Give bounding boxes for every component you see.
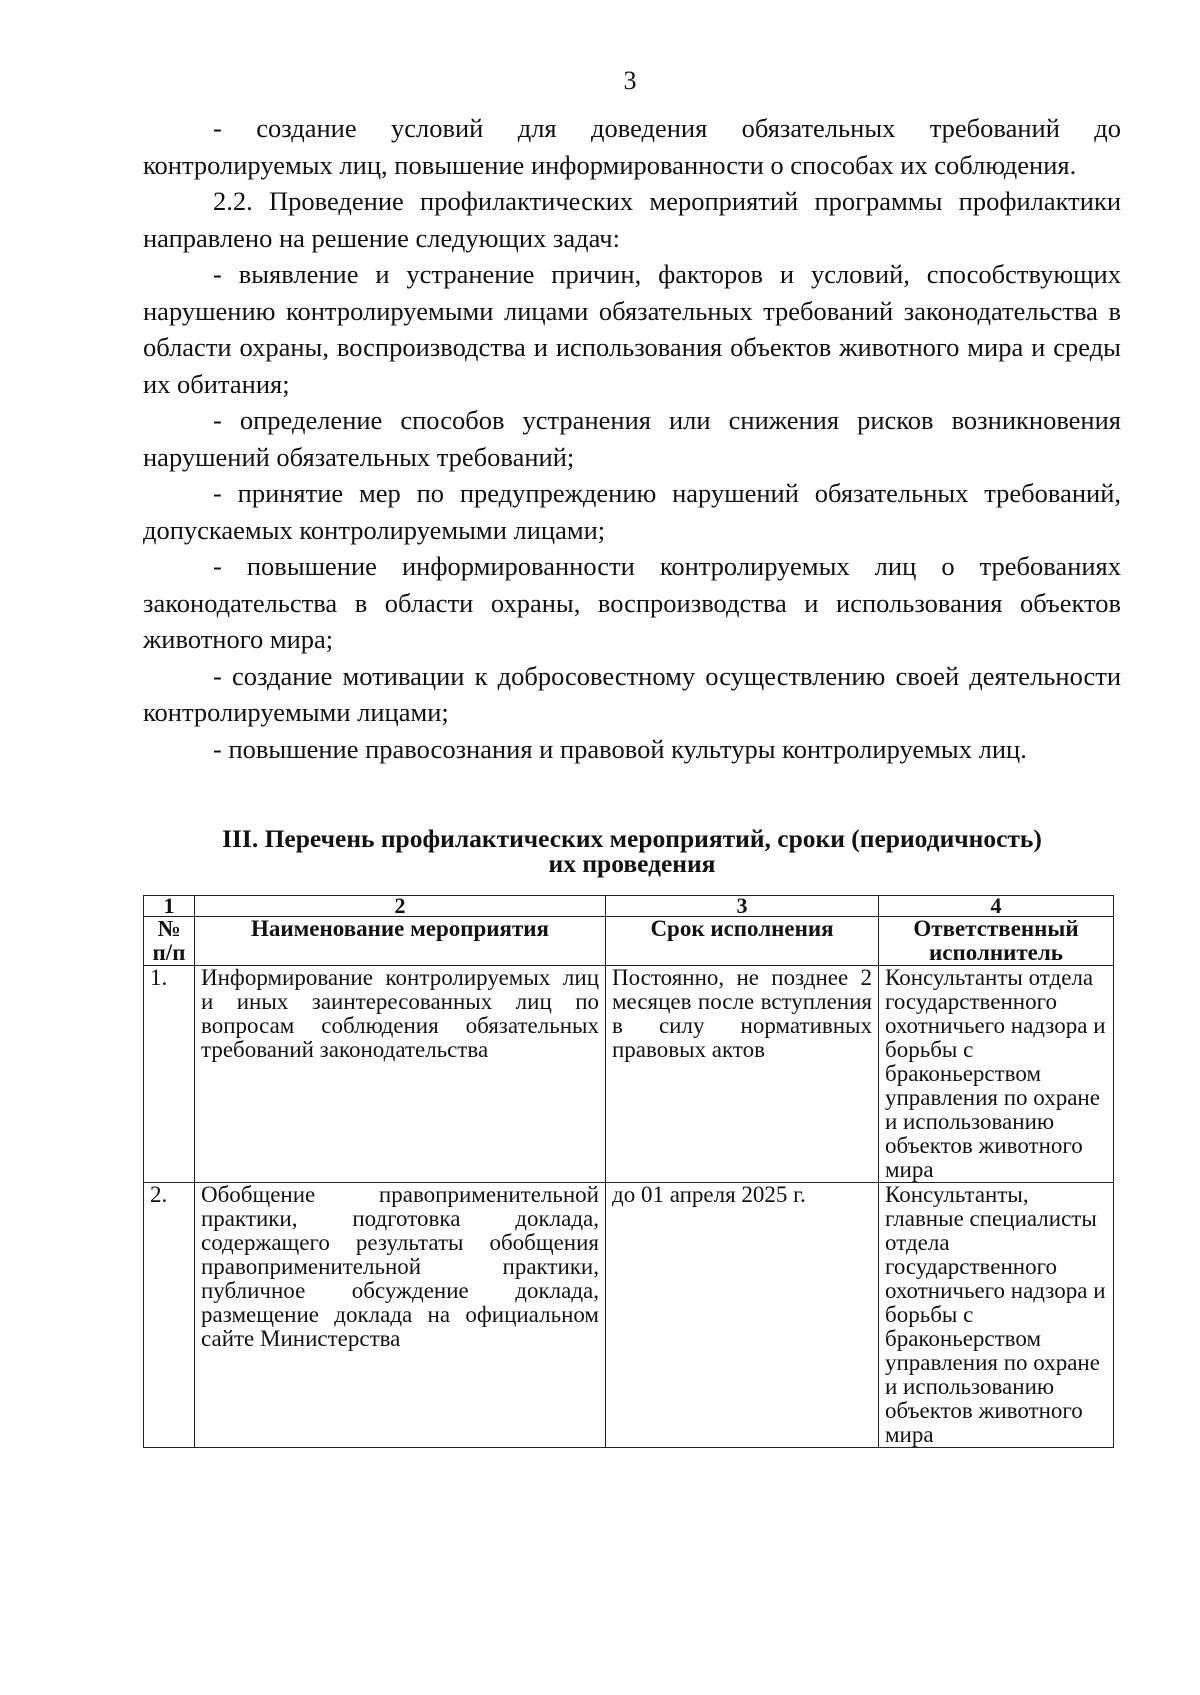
table-row bbox=[144, 966, 1114, 1183]
event-name: Обобщение правоприменительной практики, подготовка доклада, содержащего результаты обобщения правоприменительной практики, публичное обсуждение доклада, размещение доклада на официальном сайте Министерства bbox=[195, 1183, 606, 1448]
paragraph: - повышение информированности контролируемых лиц о требованиях законодательства в области охраны, воспроизводства и использования объектов животного мира; bbox=[143, 551, 1121, 654]
events-table bbox=[143, 895, 1114, 1448]
column-number: 4 bbox=[879, 896, 1114, 917]
row-number: 1. bbox=[144, 966, 195, 1183]
section-title-line: III. Перечень профилактических мероприятий, сроки (периодичность) bbox=[222, 824, 1042, 853]
event-name: Информирование контролируемых лиц и иных заинтересованных лиц по вопросам соблюдения обязательных требований законодательства bbox=[195, 966, 606, 1183]
event-responsible: Консультанты отдела государственного охотничьего надзора и борьбы с браконьерством управления по охране и использованию объектов животного мира bbox=[879, 966, 1114, 1183]
column-number: 3 bbox=[606, 896, 879, 917]
header-responsible: Ответственный исполнитель bbox=[879, 917, 1114, 966]
event-responsible: Консультанты, главные специалисты отдела государственного охотничьего надзора и борьбы с браконьерством управления по охране и использованию объектов животного мира bbox=[879, 1183, 1114, 1448]
column-number: 1 bbox=[144, 896, 195, 917]
header-name: Наименование мероприятия bbox=[195, 917, 606, 966]
paragraph: - повышение правосознания и правовой культуры контролируемых лиц. bbox=[213, 733, 1027, 764]
header-num: № п/п bbox=[144, 917, 195, 966]
table-header-row bbox=[144, 917, 1114, 966]
paragraph: - принятие мер по предупреждению нарушений обязательных требований, допускаемых контролируемыми лицами; bbox=[143, 478, 1121, 545]
column-number: 2 bbox=[195, 896, 606, 917]
body-text bbox=[143, 110, 1121, 767]
paragraph: 2.2. Проведение профилактических мероприятий программы профилактики направлено на решение следующих задач: bbox=[143, 186, 1121, 253]
paragraph: - создание мотивации к добросовестному осуществлению своей деятельности контролируемыми лицами; bbox=[143, 660, 1121, 727]
header-term: Срок исполнения bbox=[606, 917, 879, 966]
section-title-line: их проведения bbox=[548, 849, 716, 878]
paragraph: - выявление и устранение причин, факторов и условий, способствующих нарушению контролируемыми лицами обязательных требований законодательства в области охраны, воспроизводства и использования объектов животного мира и среды их обитания; bbox=[143, 259, 1121, 399]
event-term: до 01 апреля 2025 г. bbox=[606, 1183, 879, 1448]
paragraph: - определение способов устранения или снижения рисков возникновения нарушений обязательных требований; bbox=[143, 405, 1121, 472]
paragraph: - создание условий для доведения обязательных требований до контролируемых лиц, повышение информированности о способах их соблюдения. bbox=[143, 113, 1121, 180]
column-number-row bbox=[144, 896, 1114, 917]
section-title bbox=[143, 826, 1121, 876]
row-number: 2. bbox=[144, 1183, 195, 1448]
table-row bbox=[144, 1183, 1114, 1448]
event-term: Постоянно, не позднее 2 месяцев после вступления в силу нормативных правовых актов bbox=[606, 966, 879, 1183]
page-number: 3 bbox=[623, 66, 637, 95]
